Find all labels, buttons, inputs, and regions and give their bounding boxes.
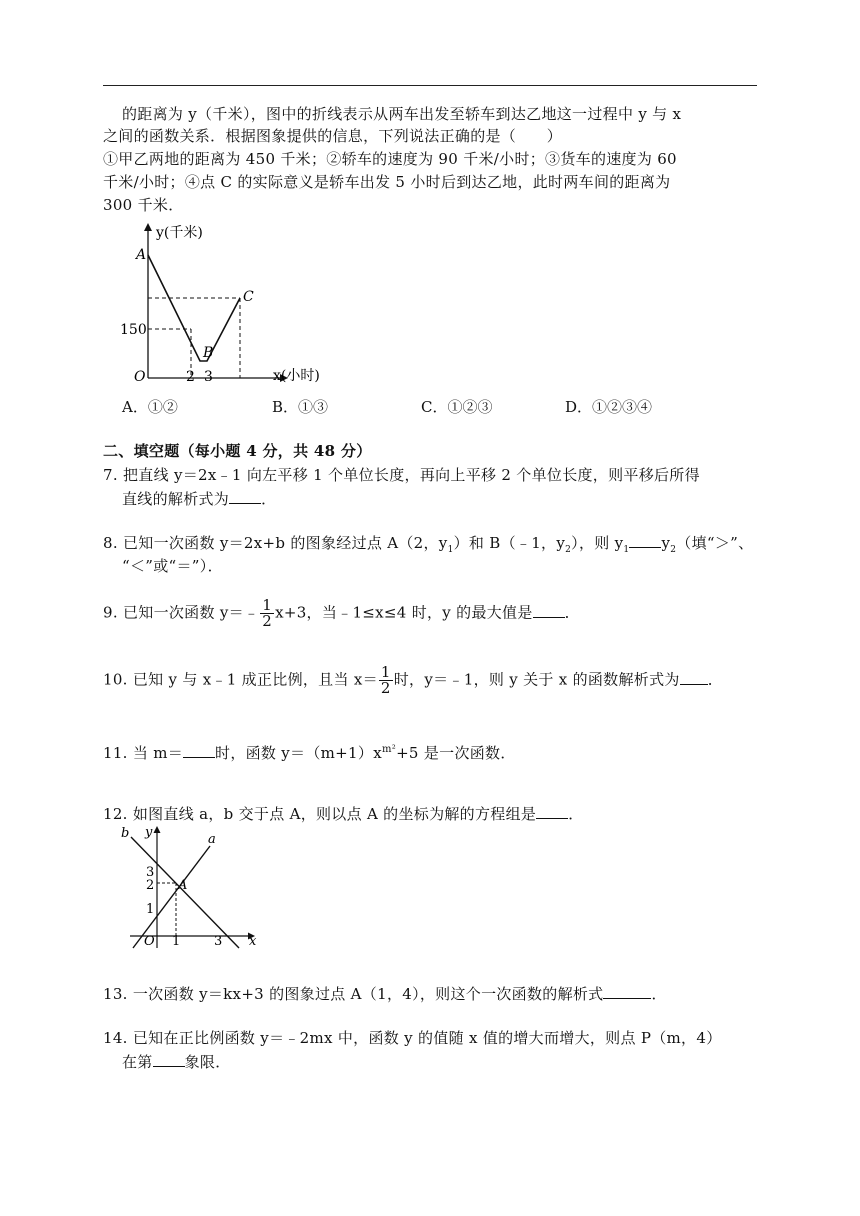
q14-text-2: 象限． <box>184 1053 231 1071</box>
q6-graph-point-b: B <box>203 345 214 361</box>
q9-end: ． <box>564 603 580 622</box>
q11-text-2: 时，函数 y＝（m+1）x <box>215 744 382 762</box>
q6-line-5: 300 千米． <box>103 196 184 214</box>
q6-graph <box>118 218 378 390</box>
section-title: 二、填空题（每小题 4 分，共 48 分） <box>103 442 372 460</box>
q8-text-4: y <box>661 534 671 552</box>
q9-text-2: x+3，当﹣1≤x≤4 时，y 的最大值是 <box>275 603 533 622</box>
q8-sub-1: 1 <box>447 545 454 555</box>
q14-blank[interactable] <box>153 1052 185 1067</box>
q12-graph-label-y: y <box>145 825 153 840</box>
q12-text: 12. 如图直线 a，b 交于点 A，则以点 A 的坐标为解的方程组是 <box>103 805 537 823</box>
q12-graph-label-a: a <box>208 832 216 847</box>
q12-graph-label-x: x <box>249 934 257 949</box>
q6-option-b: B．①③ <box>272 398 329 416</box>
q6-graph-tick-150: 150 <box>120 322 147 338</box>
q12-end: ． <box>568 805 584 823</box>
q6-line-3: ①甲乙两地的距离为 450 千米；②轿车的速度为 90 千米/小时；③货车的速度为 60 <box>103 150 677 168</box>
q10-denominator: 2 <box>380 679 391 697</box>
q14-text-1: 在第 <box>122 1053 153 1071</box>
q10-fraction <box>379 665 393 696</box>
q7-line-2 <box>122 488 276 510</box>
q6-graph-point-a: A <box>136 247 147 263</box>
q6-graph-tick-2: 2 <box>186 369 195 385</box>
q7-blank[interactable] <box>229 489 261 504</box>
q10-text-1: 10. 已知 y 与 x﹣1 成正比例，且当 x＝ <box>103 670 378 689</box>
q12-line <box>103 803 584 825</box>
q11-text-1: 11. 当 m＝ <box>103 744 184 762</box>
q10-end: ． <box>707 670 723 689</box>
q6-graph-tick-3: 3 <box>204 369 213 385</box>
q6-graph-origin: O <box>134 369 146 385</box>
q13-text: 13. 一次函数 y＝kx+3 的图象过点 A（1，4），则这个一次函数的解析式 <box>103 985 604 1003</box>
q12-blank[interactable] <box>536 804 568 819</box>
q9-text-1: 9. 已知一次函数 y＝﹣ <box>103 603 260 622</box>
q10-text-2: 时，y＝﹣1，则 y 关于 x 的函数解析式为 <box>393 670 680 689</box>
q9-denominator: 2 <box>262 612 273 630</box>
q6-option-a: A．①② <box>122 398 178 416</box>
q14-line-2 <box>122 1051 231 1073</box>
q10-line <box>103 665 723 696</box>
q7-end: ． <box>261 490 277 508</box>
q12-graph-tick-2: 2 <box>146 878 155 893</box>
header-rule <box>103 85 757 86</box>
q6-option-d: D．①②③④ <box>565 398 653 416</box>
q9-blank[interactable] <box>533 603 565 618</box>
q9-line <box>103 598 580 629</box>
q6-line-4: 千米/小时；④点 C 的实际意义是轿车出发 5 小时后到达乙地，此时两车间的距离为 <box>103 173 671 191</box>
q8-sub-3: 1 <box>623 545 630 555</box>
q12-graph-origin: O <box>144 934 155 949</box>
q8-text-3: ），则 y <box>571 534 624 552</box>
q6-line-2: 之间的函数关系．根据图象提供的信息，下列说法正确的是（ ） <box>103 127 563 145</box>
q14-line-1: 14. 已知在正比例函数 y＝﹣2mx 中，函数 y 的值随 x 值的增大而增大，则点 P（m，4） <box>103 1029 722 1047</box>
q12-graph-tick-3: 3 <box>146 865 155 880</box>
q6-graph-point-c: C <box>243 289 254 305</box>
q8-blank[interactable] <box>629 533 661 548</box>
q10-numerator: 1 <box>380 663 391 681</box>
q12-graph-tick-1: 1 <box>146 902 155 917</box>
q8-text-5: （填“＞”、 <box>676 534 754 552</box>
q13-blank[interactable] <box>603 984 651 999</box>
q6-option-c: C．①②③ <box>421 398 493 416</box>
q13-end: ． <box>651 985 667 1003</box>
q12-graph-xtick-1: 1 <box>172 934 181 949</box>
q6-graph-xlabel: x(小时) <box>273 368 320 384</box>
q9-fraction <box>260 598 274 629</box>
q8-text-2: ）和 B（﹣1，y <box>453 534 566 552</box>
q10-blank[interactable] <box>680 670 708 685</box>
q6-graph-ylabel: y(千米) <box>156 225 203 241</box>
q11-exponent: m² <box>381 744 397 755</box>
q7-line-1: 7. 把直线 y＝2x﹣1 向左平移 1 个单位长度，再向上平移 2 个单位长度，则平移后所得 <box>103 466 700 484</box>
q12-graph-point-a: A <box>178 878 188 893</box>
q12-graph-label-b: b <box>121 826 130 841</box>
q13-line <box>103 983 667 1005</box>
q8-line-2: “＜”或“＝”）． <box>122 557 223 575</box>
q6-line-1: 的距离为 y（千米），图中的折线表示从两车出发至轿车到达乙地这一过程中 y 与 x <box>122 105 682 123</box>
q12-graph <box>115 823 265 953</box>
q8-text-1: 8. 已知一次函数 y＝2x+b 的图象经过点 A（2，y <box>103 534 448 552</box>
q9-numerator: 1 <box>262 596 273 614</box>
q11-line <box>103 739 516 764</box>
q11-blank[interactable] <box>183 743 215 758</box>
q12-graph-xtick-3: 3 <box>214 934 223 949</box>
q8-sub-4: 2 <box>670 545 677 555</box>
q7-text: 直线的解析式为 <box>122 490 230 508</box>
q11-text-3: +5 是一次函数． <box>396 744 516 762</box>
q8-sub-2: 2 <box>565 545 572 555</box>
